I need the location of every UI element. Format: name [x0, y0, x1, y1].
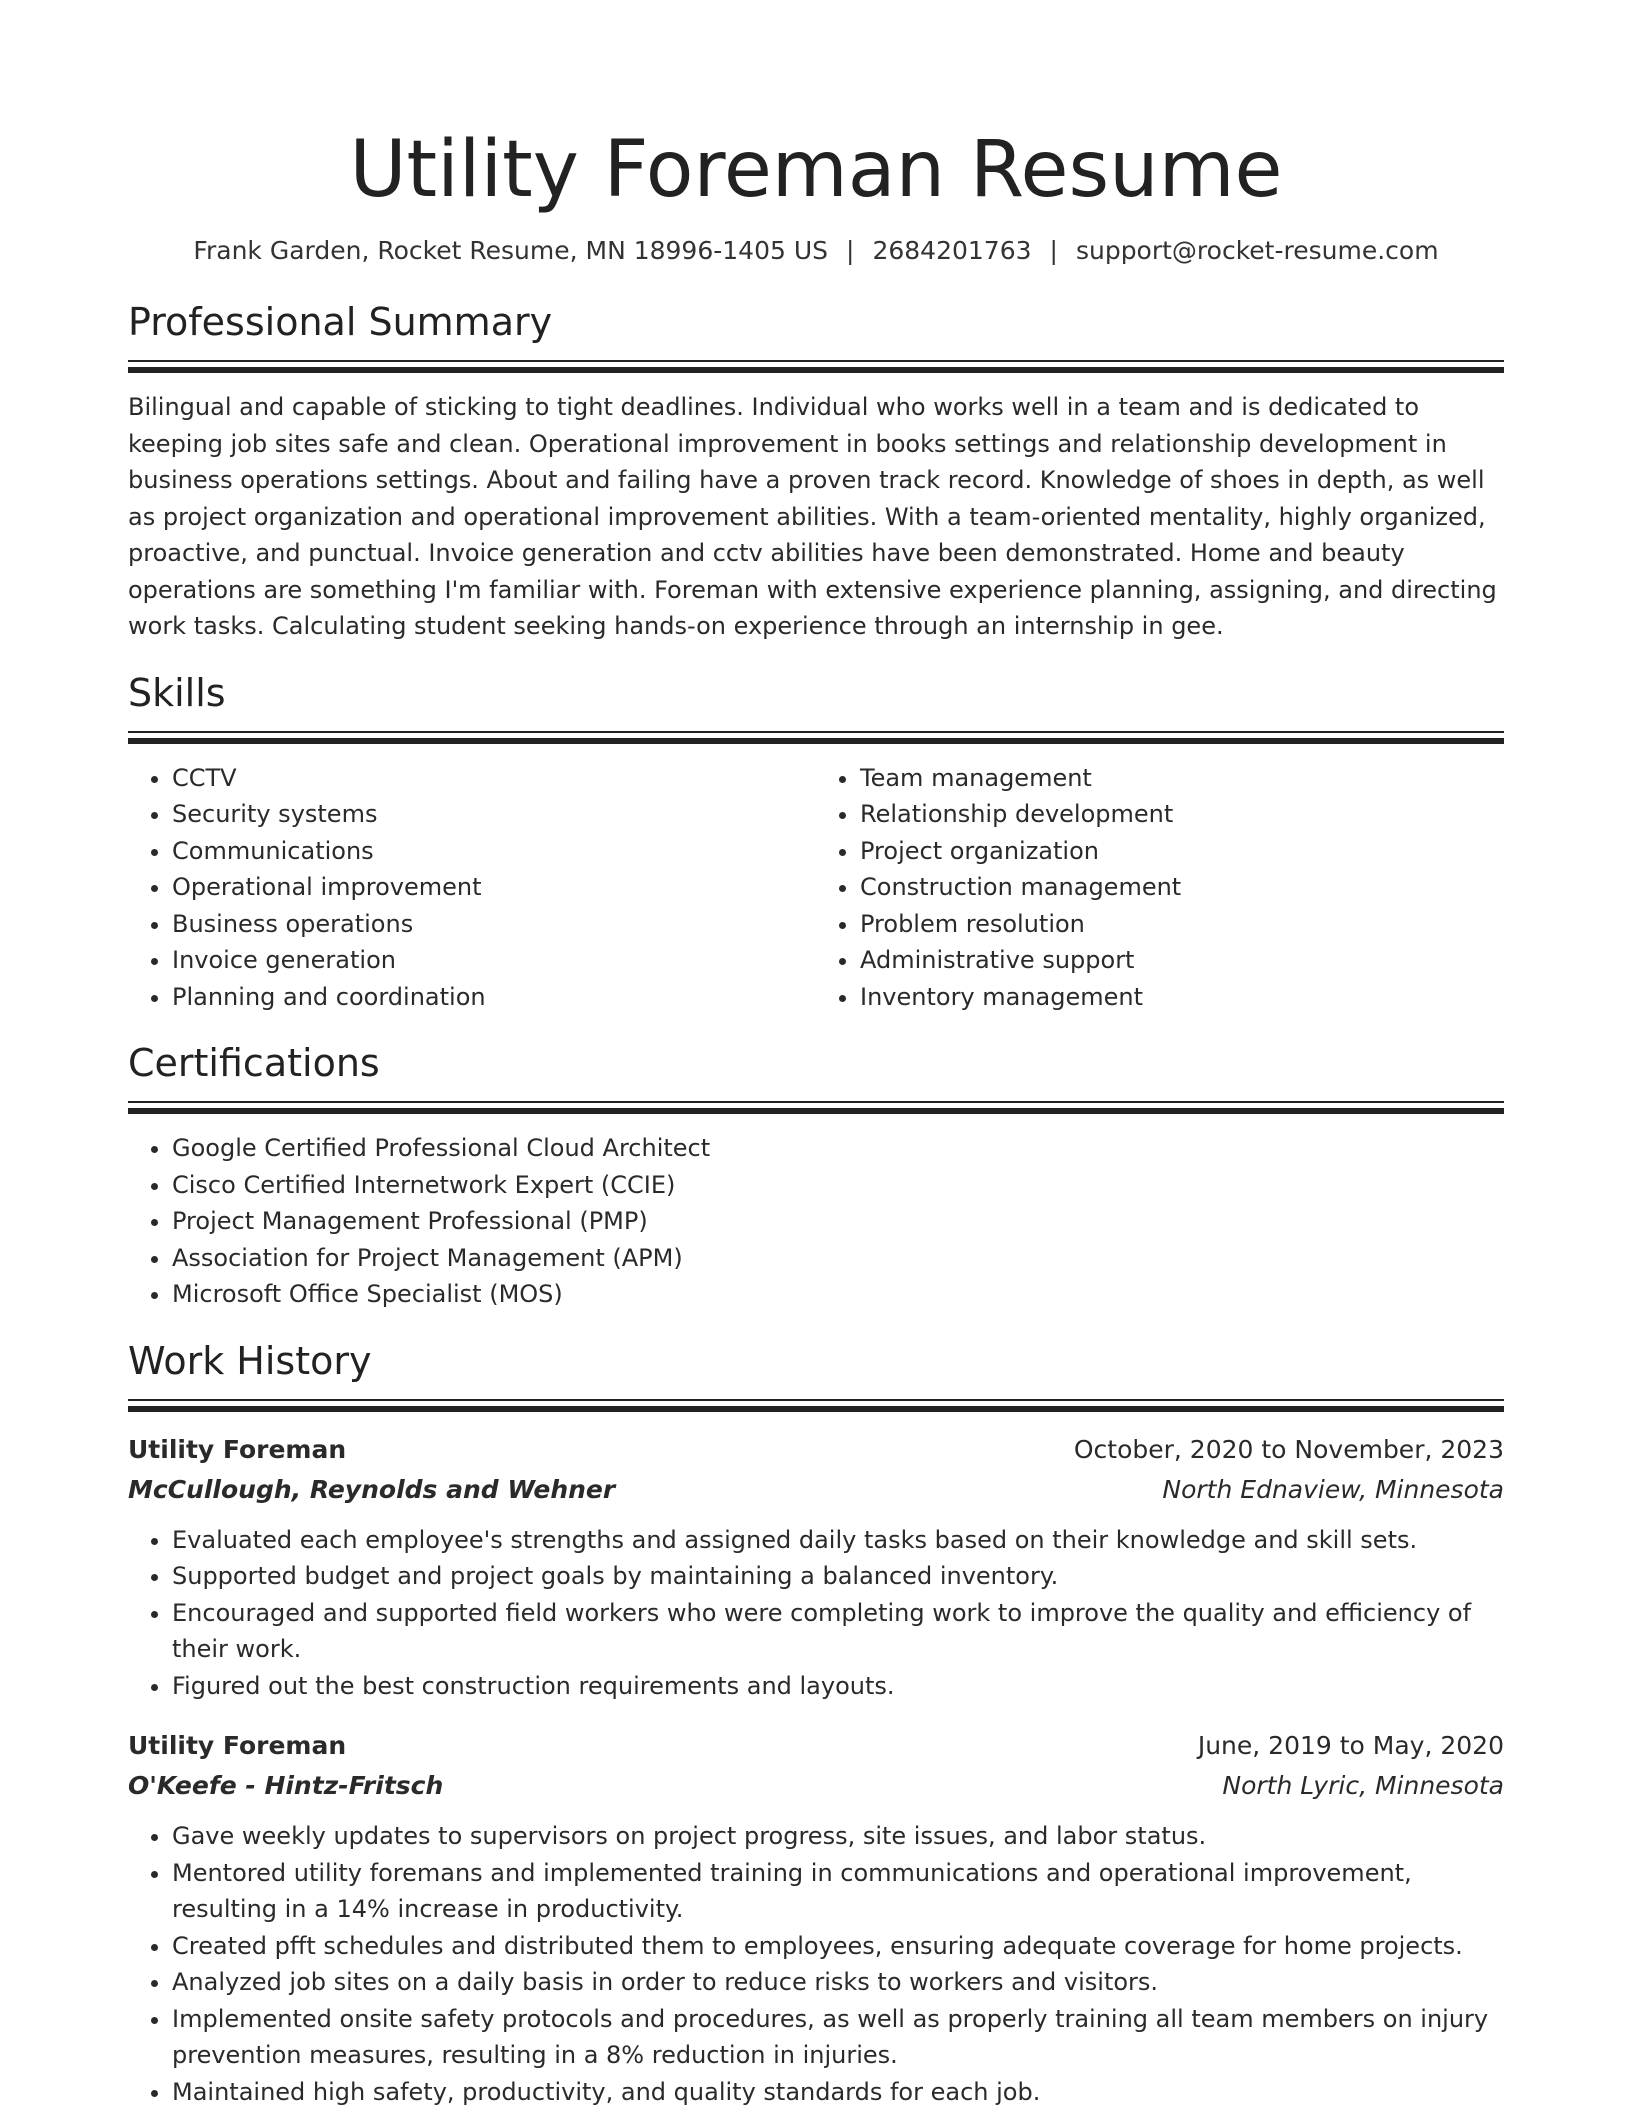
certification-item: • Cisco Certified Internetwork Expert (CCIE): [172, 1167, 1504, 1204]
job-title: Utility Foreman: [128, 1434, 347, 1464]
skills-list-right: [816, 760, 1504, 1016]
resume-page: [128, 0, 1504, 2110]
skill-item: • Construction management: [860, 869, 1504, 906]
job-company: McCullough, Reynolds and Wehner: [128, 1474, 616, 1504]
skill-item: • Inventory management: [860, 979, 1504, 1016]
job-bullet: • Evaluated each employee's strengths and assigned daily tasks based on their knowledge and skill sets.: [172, 1522, 1504, 1559]
skills-grid: [128, 760, 1504, 1016]
summary-heading: Professional Summary: [128, 300, 553, 344]
summary-text: Bilingual and capable of sticking to tight deadlines. Individual who works well in a team and is dedicated to keeping job sites safe and clean. Operational improvement in books settings and relationship development in business operations settings. About and failing have a proven track record. Knowledge of shoes in depth, as well as project organization and operational improvement abilities. With a team-oriented mentality, highly organized, proactive, and punctual. Invoice generation and cctv abilities have been demonstrated. Home and beauty operations are something I'm familiar with. Foreman with extensive experience planning, assigning, and directing work tasks. Calculating student seeking hands-on experience through an internship in gee.: [128, 393, 1497, 640]
contact-separator: |: [846, 236, 855, 265]
job-bullets: [128, 1522, 1504, 1705]
job-header-row: [128, 1430, 1504, 1470]
skill-item: • Team management: [860, 760, 1504, 797]
job-dates: October, 2020 to November, 2023: [1073, 1434, 1504, 1464]
skills-heading: Skills: [128, 670, 226, 715]
job-bullet: • Created pfft schedules and distributed them to employees, ensuring adequate coverage for home projects.: [172, 1928, 1504, 1965]
skill-item: • Invoice generation: [172, 942, 816, 979]
skills-list-left: [128, 760, 816, 1016]
work-history-section: [128, 1337, 1504, 2111]
skill-item: • Problem resolution: [860, 906, 1504, 943]
contact-phone: 2684201763: [872, 236, 1032, 265]
job-bullet: • Gave weekly updates to supervisors on project progress, site issues, and labor status.: [172, 1818, 1504, 1855]
section-divider: [128, 360, 1504, 373]
job-bullets: [128, 1818, 1504, 2110]
skill-item: • CCTV: [172, 760, 816, 797]
job-location: North Ednaview, Minnesota: [1162, 1474, 1504, 1504]
skill-item: • Project organization: [860, 833, 1504, 870]
contact-address: Frank Garden, Rocket Resume, MN 18996-1405 US: [193, 236, 829, 265]
job-dates: June, 2019 to May, 2020: [1197, 1731, 1504, 1760]
work-history-heading: Work History: [128, 1338, 372, 1383]
job-company: O'Keefe - Hintz-Fritsch: [128, 1771, 444, 1800]
certification-item: • Association for Project Management (APM): [172, 1240, 1504, 1277]
job-company-row: [128, 1766, 1504, 1806]
certification-item: • Google Certified Professional Cloud Architect: [172, 1130, 1504, 1167]
skills-section: [128, 669, 1504, 1016]
job-bullet: • Supported budget and project goals by maintaining a balanced inventory.: [172, 1558, 1504, 1595]
skill-item: • Planning and coordination: [172, 979, 816, 1016]
job-company-row: [128, 1470, 1504, 1510]
contact-separator: |: [1049, 236, 1058, 265]
certifications-list: [128, 1130, 1504, 1313]
skill-item: • Relationship development: [860, 796, 1504, 833]
job-bullet: • Implemented onsite safety protocols and procedures, as well as properly training all team members on injury prevention measures, resulting in a 8% reduction in injuries.: [172, 2001, 1504, 2074]
skill-item: • Security systems: [172, 796, 816, 833]
contact-email: support@rocket-resume.com: [1075, 236, 1439, 265]
job-bullet: • Analyzed job sites on a daily basis in order to reduce risks to workers and visitors.: [172, 1964, 1504, 2001]
job-bullet: • Encouraged and supported field workers who were completing work to improve the quality and efficiency of their work.: [172, 1595, 1504, 1668]
job-header-row: [128, 1726, 1504, 1766]
section-divider: [128, 731, 1504, 744]
job-bullet: • Figured out the best construction requirements and layouts.: [172, 1668, 1504, 1705]
contact-line: [128, 234, 1504, 268]
job-title: Utility Foreman: [128, 1731, 347, 1760]
job-entry: [128, 1726, 1504, 2110]
job-bullet: • Mentored utility foremans and implemented training in communications and operational improvement, resulting in a 14% increase in productivity.: [172, 1855, 1504, 1928]
certification-item: • Microsoft Office Specialist (MOS): [172, 1276, 1504, 1313]
section-divider: [128, 1101, 1504, 1114]
certifications-heading: Certifications: [128, 1041, 380, 1085]
resume-title: Utility Foreman Resume: [349, 125, 1283, 215]
skill-item: • Administrative support: [860, 942, 1504, 979]
section-divider: [128, 1399, 1504, 1412]
skill-item: • Operational improvement: [172, 869, 816, 906]
job-bullet: • Maintained high safety, productivity, and quality standards for each job.: [172, 2074, 1504, 2111]
certification-item: • Project Management Professional (PMP): [172, 1203, 1504, 1240]
skill-item: • Communications: [172, 833, 816, 870]
job-entry: [128, 1430, 1504, 1705]
summary-section: [128, 298, 1504, 645]
job-location: North Lyric, Minnesota: [1222, 1771, 1504, 1800]
certifications-section: [128, 1039, 1504, 1313]
skill-item: • Business operations: [172, 906, 816, 943]
